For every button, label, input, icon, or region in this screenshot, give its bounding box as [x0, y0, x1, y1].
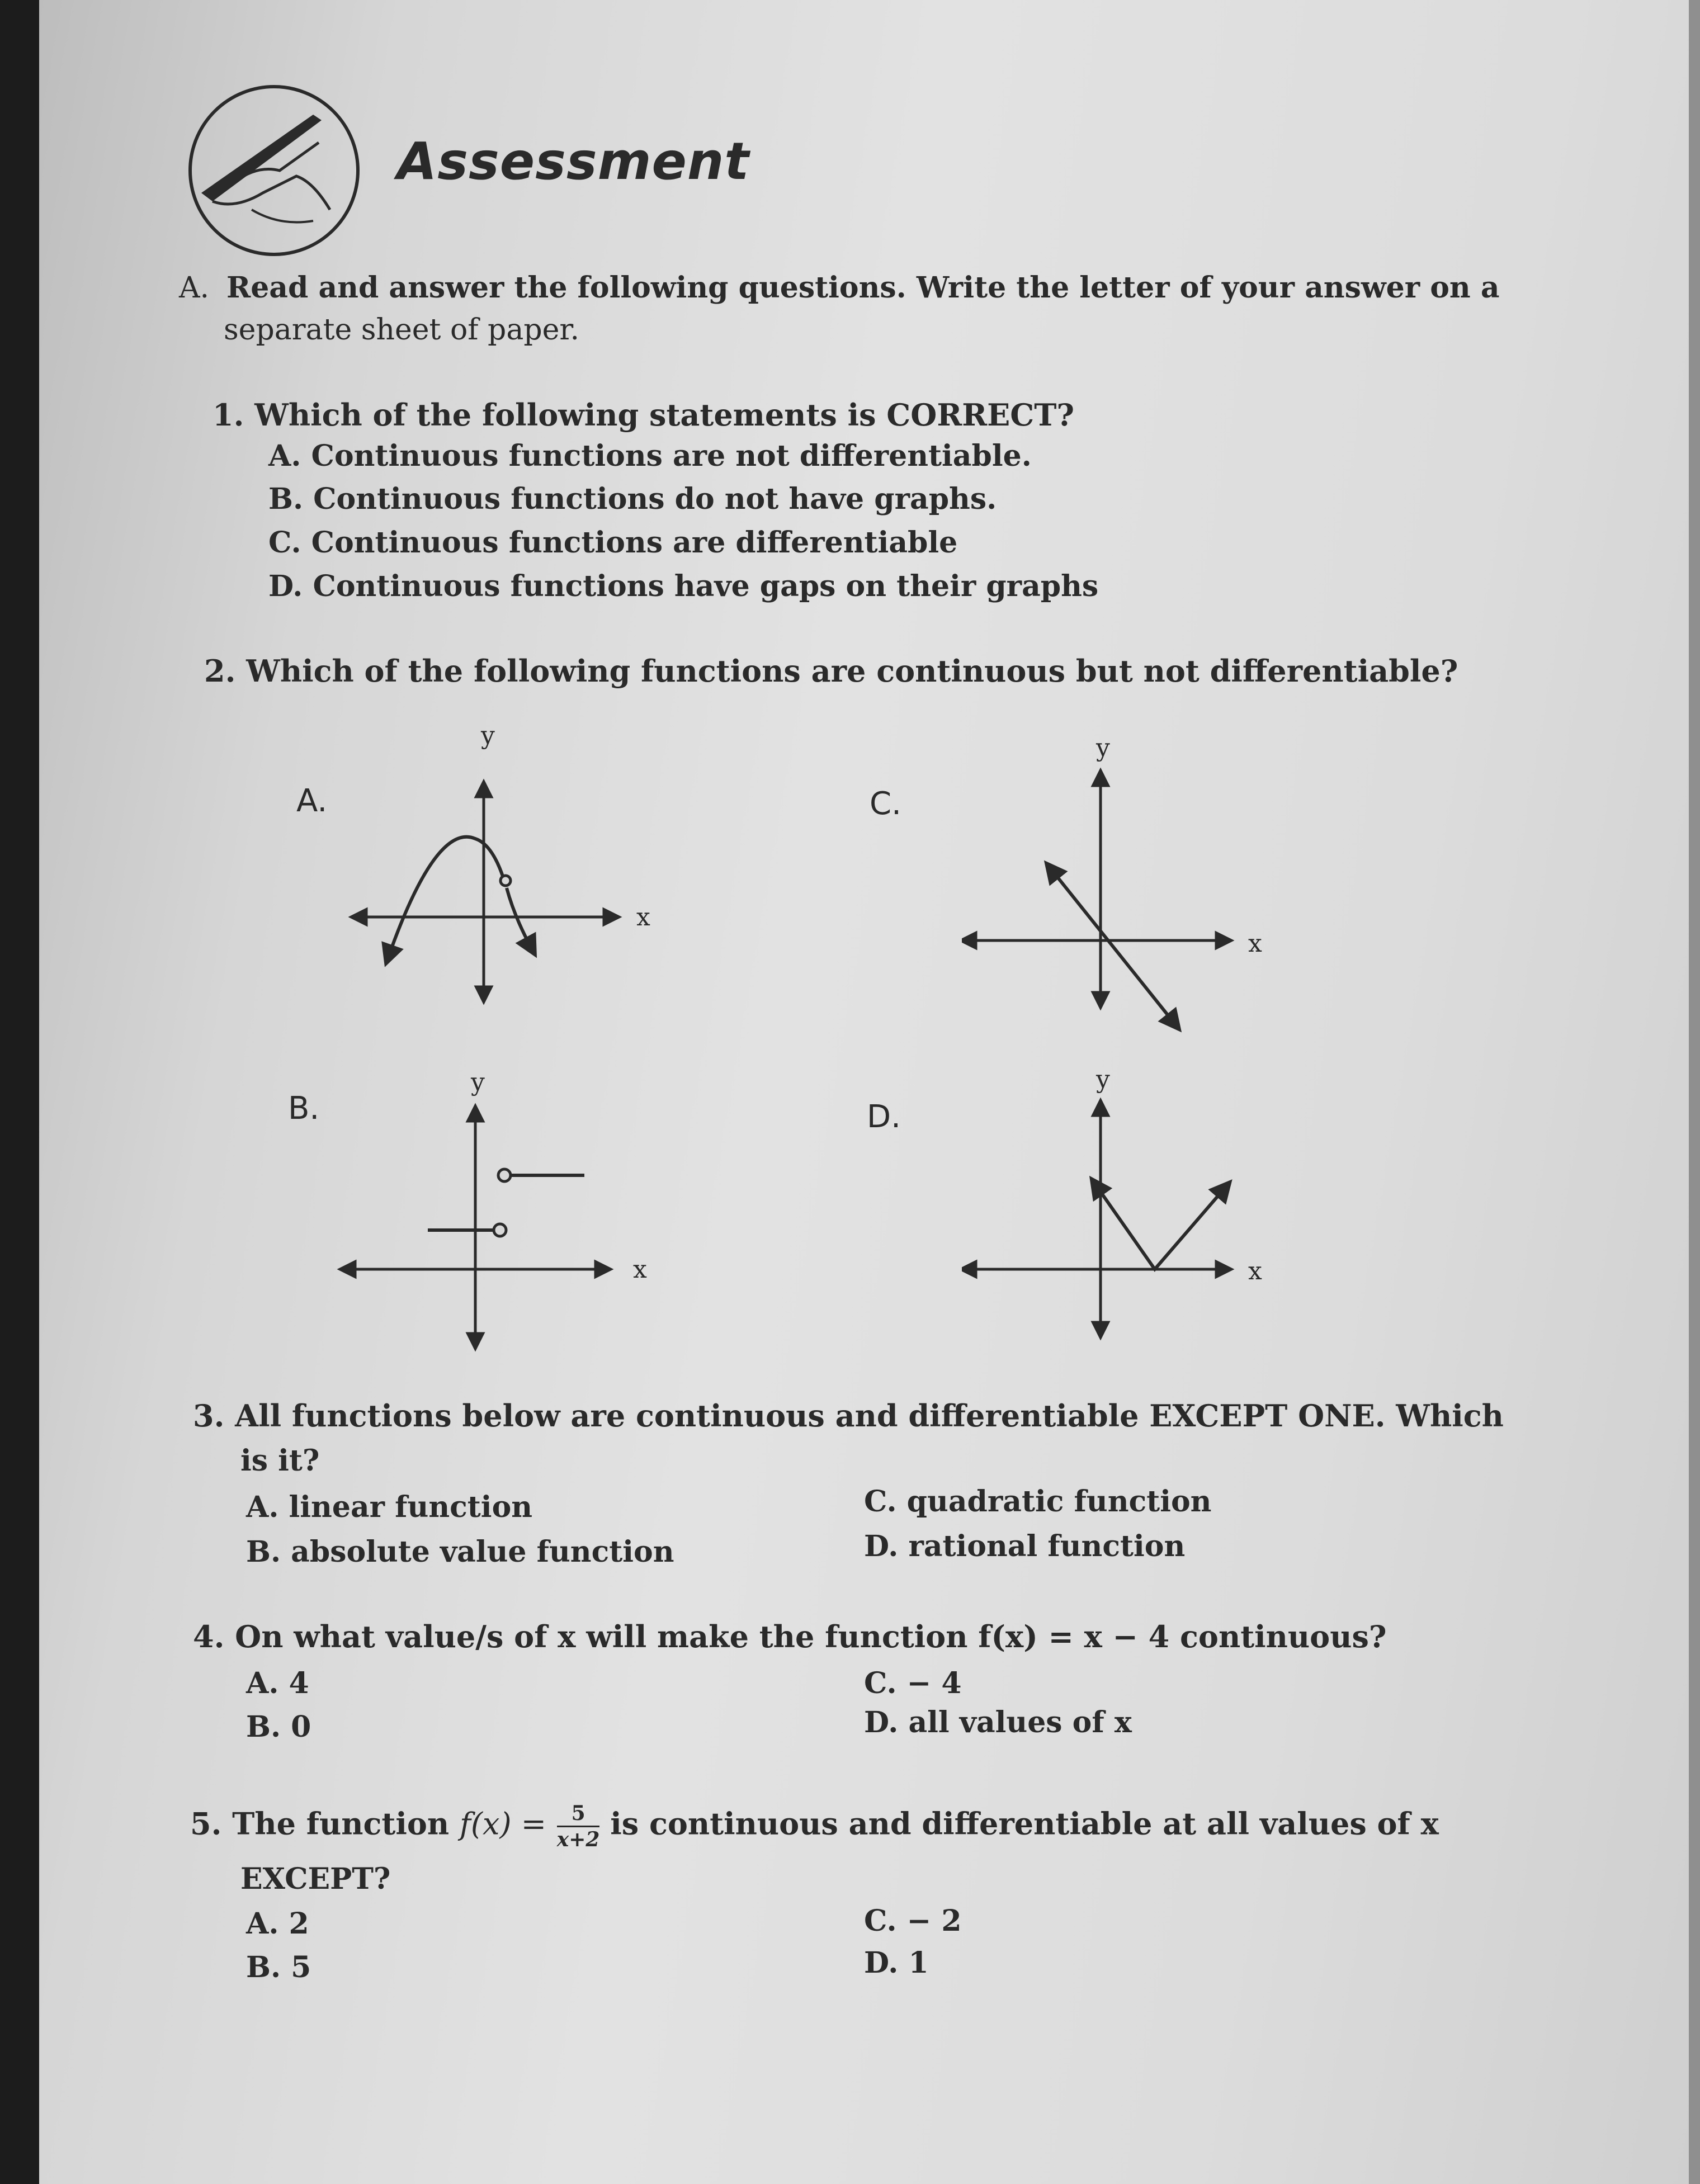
q5-option-b: B. 5: [246, 1950, 311, 1984]
q3-option-b: B. absolute value function: [246, 1535, 674, 1569]
q4-stem: 4. On what value/s of x will make the function f(x) = x − 4 continuous?: [193, 1619, 1387, 1654]
q5-stem-line-1: [190, 1803, 1439, 1850]
graph-b-open-point-lower: [494, 1224, 506, 1236]
q5-option-d: D. 1: [864, 1946, 929, 1980]
q5-numerator: 5: [557, 1803, 600, 1827]
graph-b: [336, 1057, 649, 1359]
q3-stem-line-2: is it?: [240, 1444, 320, 1478]
graph-a-open-point: [500, 876, 511, 886]
q2-stem: 2. Which of the following functions are continuous but not differentiable?: [204, 653, 1458, 689]
q5-option-c: C. − 2: [864, 1904, 962, 1938]
q5-stem-pre: 5. The function: [190, 1805, 450, 1842]
q3-option-d: D. rational function: [864, 1529, 1186, 1563]
graph-c-x-label: x: [1248, 929, 1262, 958]
writing-hand-icon: [185, 81, 363, 260]
q3-stem-line-1: 3. All functions below are continuous and differentiable EXCEPT ONE. Which: [193, 1398, 1504, 1434]
graph-d-v-shape: [1096, 1185, 1225, 1269]
q3-option-c: C. quadratic function: [864, 1485, 1212, 1519]
page-title: Assessment: [397, 131, 750, 191]
q4-option-d: D. all values of x: [864, 1705, 1132, 1739]
q2-label-c: C.: [870, 786, 901, 822]
q1-option-b: B. Continuous functions do not have graphs.: [268, 482, 997, 516]
graph-b-x-label: x: [633, 1255, 647, 1284]
q2-label-b: B.: [288, 1090, 320, 1127]
instruction-line-2: separate sheet of paper.: [224, 313, 580, 347]
q5-denominator: x+2: [556, 1828, 600, 1851]
graph-a-curve: [389, 837, 503, 956]
graph-a-x-label: x: [636, 903, 650, 932]
q5-fx: f(x) =: [459, 1806, 546, 1842]
q4-option-c: C. − 4: [864, 1666, 962, 1700]
graph-c-line: [1051, 869, 1174, 1023]
q4-option-b: B. 0: [246, 1710, 311, 1744]
q1-option-c: C. Continuous functions are differentiable: [268, 526, 958, 560]
graph-c: [962, 732, 1275, 1034]
instruction-letter: A.: [179, 271, 210, 305]
q5-stem-line-2: EXCEPT?: [240, 1862, 391, 1896]
q5-fraction: [557, 1803, 600, 1850]
q2-label-a: A.: [296, 783, 328, 819]
q3-option-a: A. linear function: [246, 1490, 533, 1524]
q1-option-d: D. Continuous functions have gaps on their graphs: [268, 569, 1099, 603]
q4-option-a: A. 4: [246, 1666, 309, 1700]
graph-d-y-label: y: [1096, 1065, 1110, 1094]
book-spine: [0, 0, 39, 2184]
graph-b-y-label: y: [471, 1068, 485, 1096]
graph-a-y-label: y: [481, 721, 495, 750]
q5-option-a: A. 2: [246, 1907, 309, 1941]
graph-d-x-label: x: [1248, 1257, 1262, 1285]
graph-d: [962, 1062, 1275, 1353]
graph-a: [347, 721, 660, 1012]
q1-stem: 1. Which of the following statements is CORRECT?: [212, 397, 1075, 433]
graph-b-open-point-upper: [498, 1169, 511, 1181]
graph-c-y-label: y: [1096, 734, 1110, 762]
q2-label-d: D.: [867, 1099, 901, 1135]
q5-stem-post: is continuous and differentiable at all values of x: [610, 1805, 1439, 1842]
q1-option-a: A. Continuous functions are not differentiable.: [268, 439, 1032, 473]
instruction-line-1: Read and answer the following questions. Write the letter of your answer on a: [226, 271, 1500, 305]
